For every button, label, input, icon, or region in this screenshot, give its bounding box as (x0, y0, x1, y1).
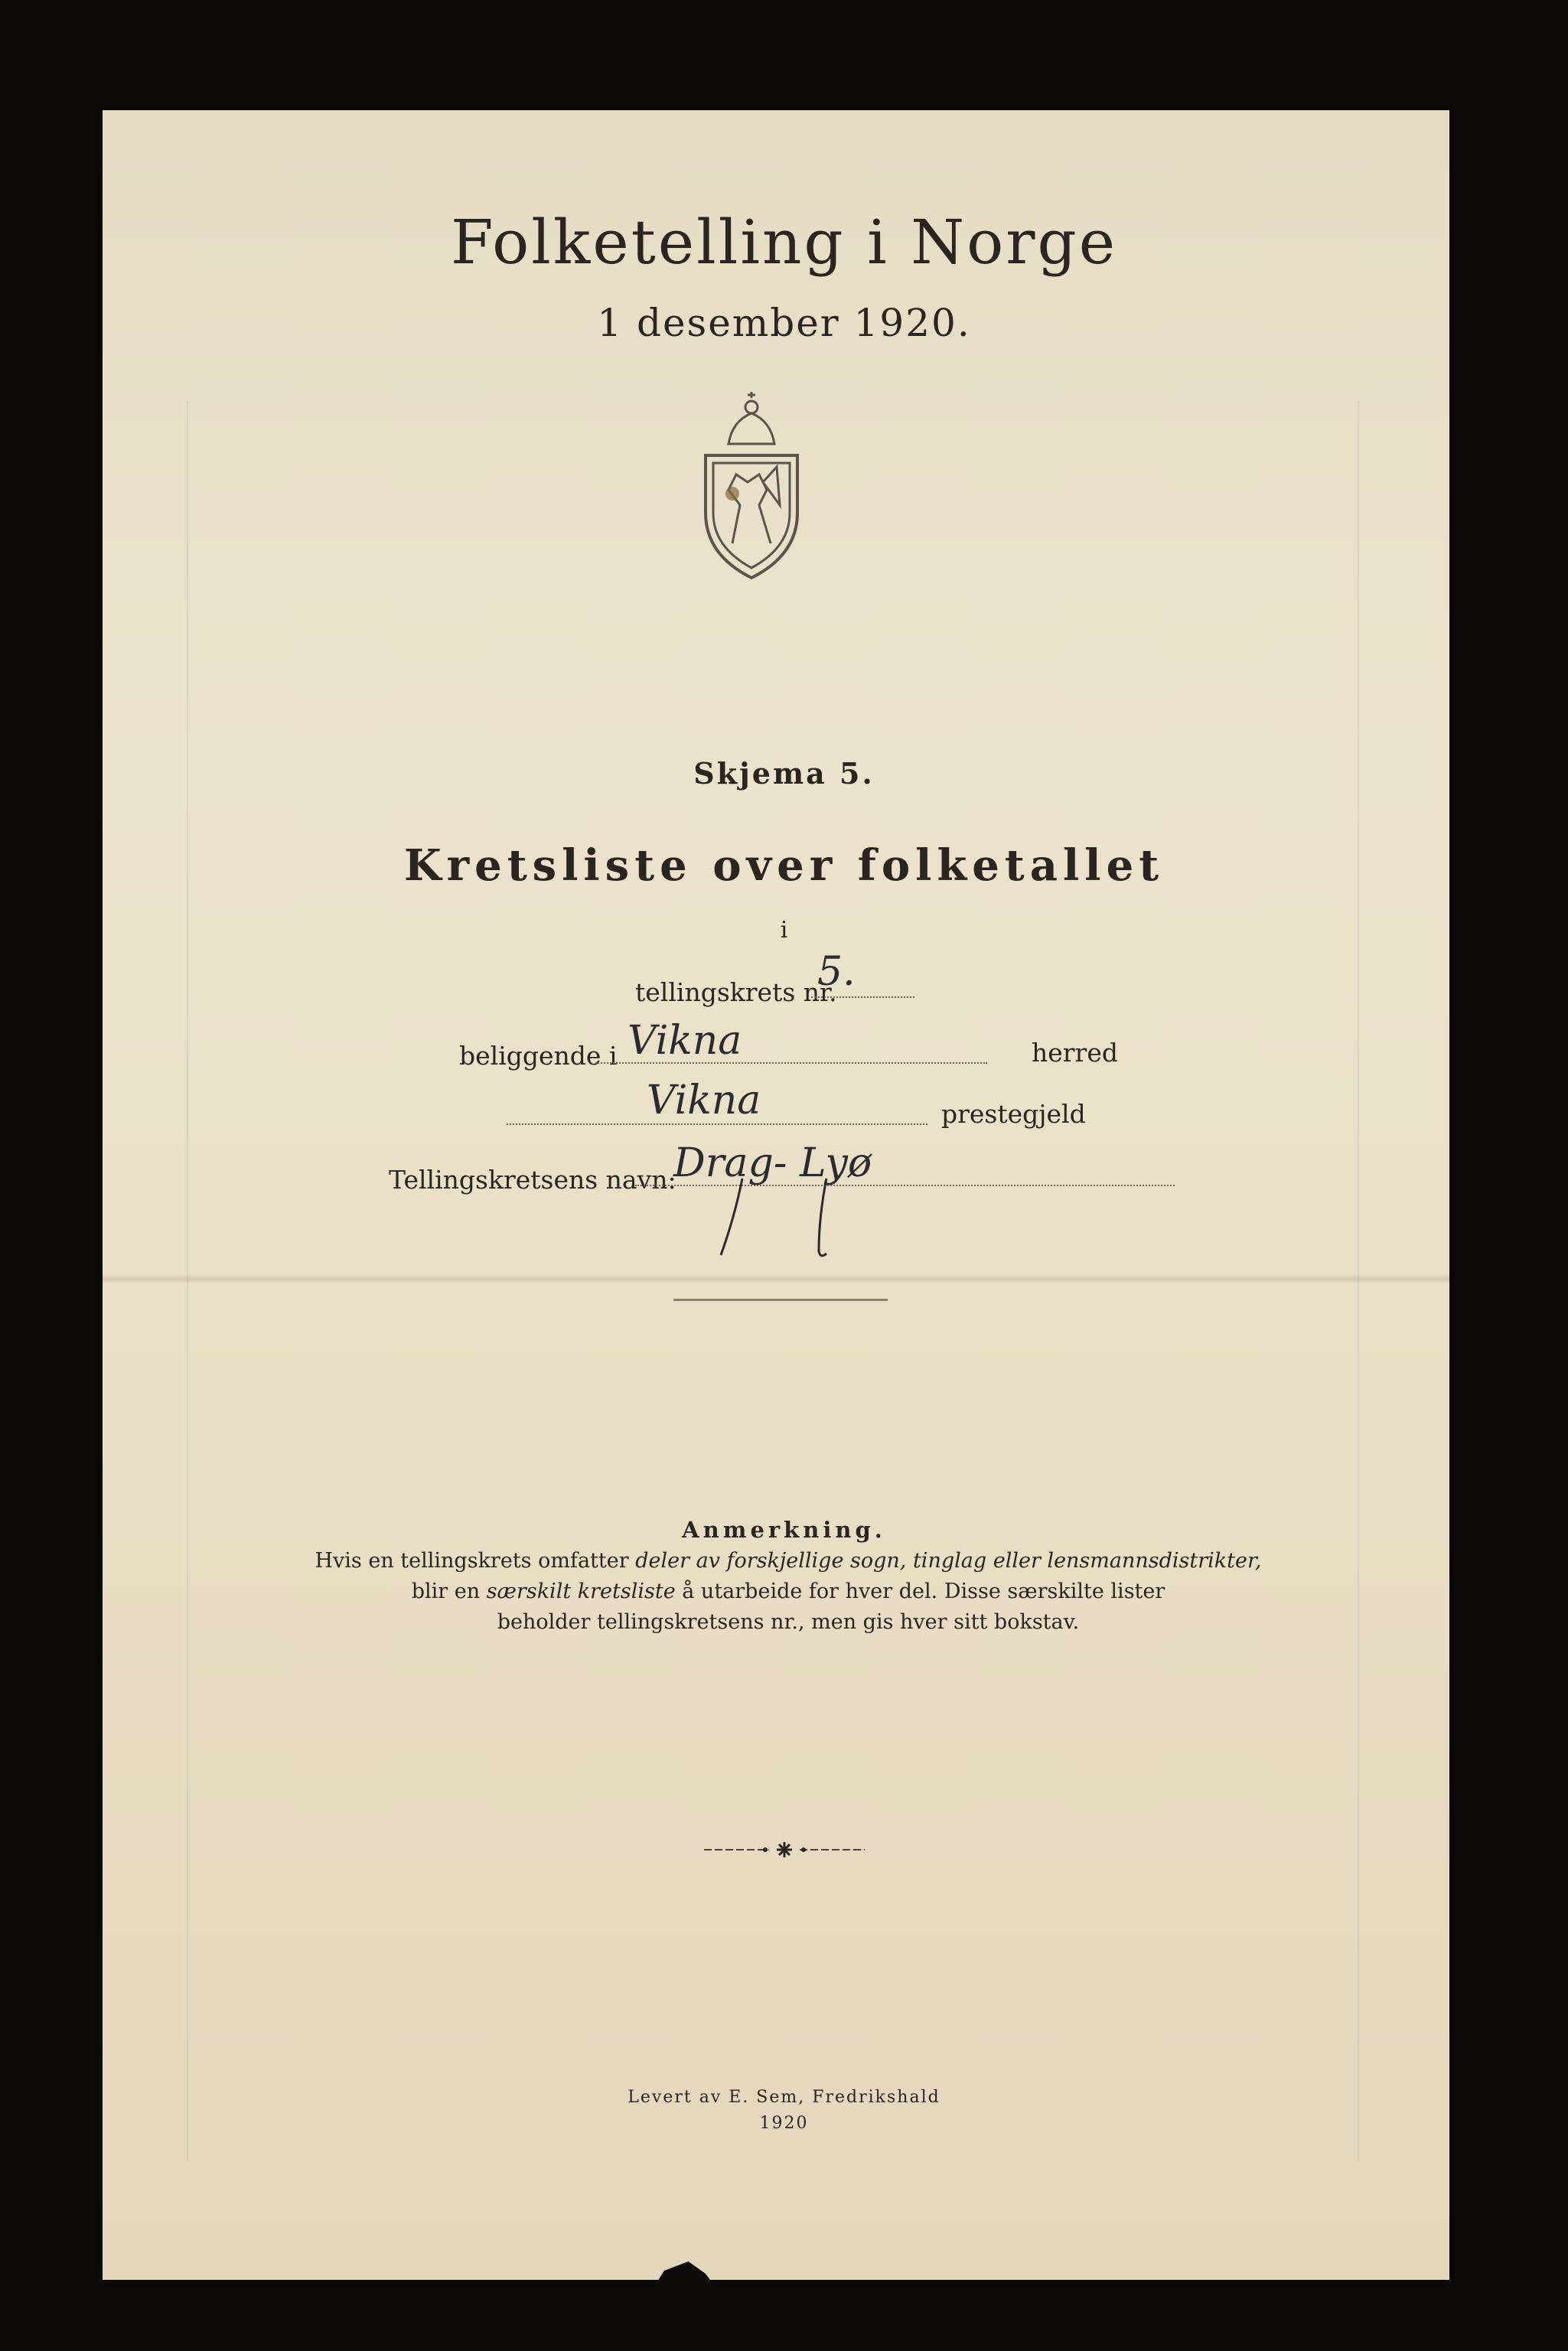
document-title: Folketelling i Norge (450, 207, 1118, 278)
note-line-2-plain: blir en (411, 1580, 487, 1603)
note-text (230, 1546, 1347, 1638)
census-date: 1 desember 1920. (597, 301, 971, 345)
section-divider (673, 1299, 888, 1301)
printer-year: 1920 (759, 2114, 809, 2133)
note-line-2-italic: særskilt kretsliste (486, 1580, 676, 1603)
prestegjeld-value: Vikna (647, 1078, 761, 1123)
note-title: Anmerkning. (682, 1517, 886, 1543)
tellingskrets-value: 5. (817, 949, 856, 995)
herred-value: Vikna (628, 1018, 742, 1064)
herred-label: herred (1032, 1038, 1118, 1068)
form-title: Kretsliste over folketallet (403, 840, 1165, 891)
schema-number: Skjema 5. (693, 756, 875, 791)
note-line-1 (230, 1546, 1347, 1577)
note-line-2-rest: å utarbeide for hver del. Disse særskilte lister (675, 1580, 1165, 1603)
prestegjeld-rule (507, 1123, 927, 1125)
note-line-1-italic: deler av forskjellige sogn, tinglag eller lensmannsdistrikter, (635, 1549, 1262, 1573)
ornament-divider (704, 1838, 865, 1861)
beliggende-label: beliggende i (459, 1041, 618, 1071)
tellingskrets-rule (811, 996, 914, 998)
kretsnavn-value: Drag- Lyø (673, 1140, 872, 1186)
paper-fold (103, 1273, 1449, 1284)
note-line-1-plain: Hvis en tellingskrets omfatter (315, 1549, 636, 1573)
tellingskrets-label: tellingskrets nr. (635, 977, 837, 1007)
printer-credit: Levert av E. Sem, Fredrikshald (628, 2088, 940, 2107)
norway-coat-of-arms-icon (686, 390, 817, 582)
note-line-2 (230, 1577, 1347, 1607)
handwriting-flourish (712, 1171, 865, 1263)
prestegjeld-label: prestegjeld (941, 1099, 1086, 1129)
note-line-3: beholder tellingskretsens nr., men gis hver sitt bokstav. (497, 1610, 1080, 1634)
kretsnavn-label: Tellingskretsens navn: (389, 1165, 676, 1195)
connector-text: i (780, 917, 788, 944)
